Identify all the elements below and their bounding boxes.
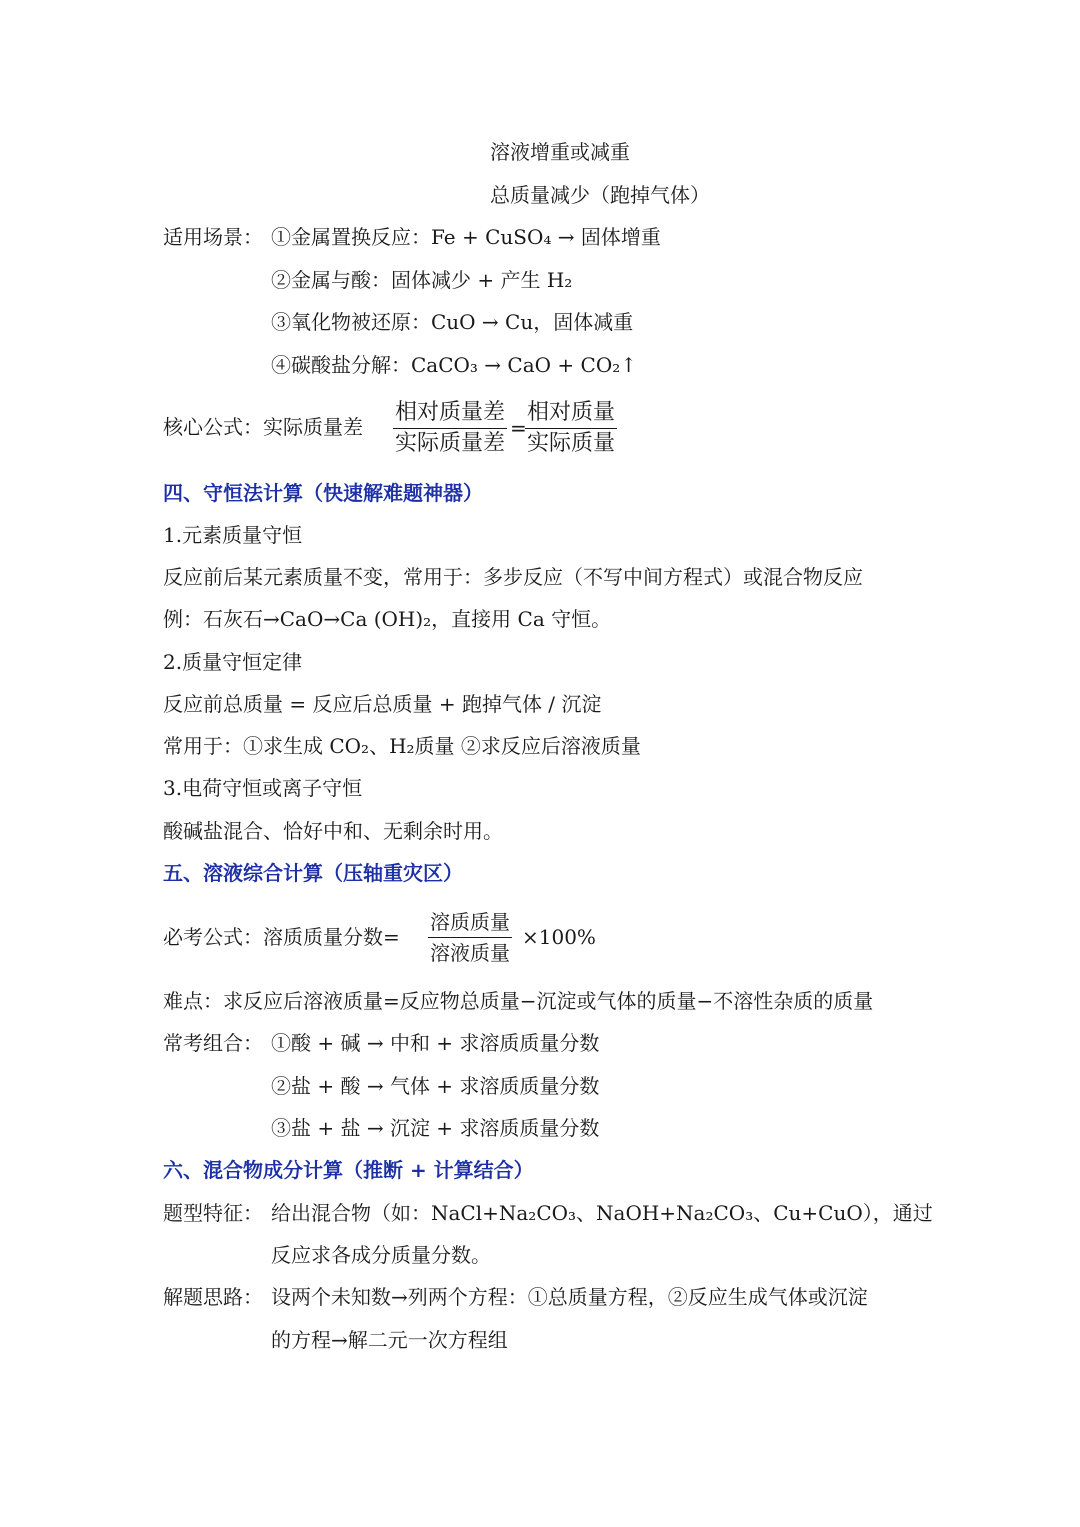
section-4-heading: 四、守恒法计算（快速解难题神器） (163, 481, 483, 505)
section-5-heading: 五、溶液综合计算（压轴重灾区） (163, 861, 463, 885)
approach-line-1: 设两个未知数→列两个方程：①总质量方程，②反应生成气体或沉淀 (271, 1285, 868, 1309)
section-4-paragraph-5: 酸碱盐混合、恰好中和、无剩余时用。 (163, 819, 503, 843)
fraction-numerator: 溶质质量 (430, 910, 510, 934)
section-4-subheading-3: 3.电荷守恒或离子守恒 (163, 776, 363, 800)
section-5-difficulty: 难点：求反应后溶液质量=反应物总质量−沉淀或气体的质量−不溶性杂质的质量 (163, 989, 874, 1013)
approach-line-2: 的方程→解二元一次方程组 (271, 1328, 508, 1352)
top-line-2: 总质量减少（跑掉气体） (490, 183, 710, 207)
fraction-denominator: 实际质量 (527, 431, 616, 456)
fraction-numerator: 相对质量差 (395, 400, 506, 425)
approach-label: 解题思路： (163, 1285, 263, 1309)
scenario-item-1: ①金属置换反应：Fe + CuSO₄ → 固体增重 (271, 225, 661, 249)
top-line-1: 溶液增重或减重 (490, 140, 630, 164)
core-formula-fraction-1 (393, 398, 507, 459)
combo-item-2: ②盐 + 酸 → 气体 + 求溶质质量分数 (271, 1074, 600, 1098)
section-4-paragraph-4: 常用于：①求生成 CO₂、H₂质量 ②求反应后溶液质量 (163, 734, 641, 758)
section-4-paragraph-1: 反应前后某元素质量不变，常用于：多步反应（不写中间方程式）或混合物反应 (163, 565, 863, 589)
combo-item-3: ③盐 + 盐 → 沉淀 + 求溶质质量分数 (271, 1116, 600, 1140)
section-4-subheading-2: 2.质量守恒定律 (163, 650, 303, 674)
scenario-item-4: ④碳酸盐分解：CaCO₃ → CaO + CO₂↑ (271, 353, 637, 377)
formula-multiplier: ×100% (522, 925, 596, 949)
scenario-label: 适用场景： (163, 225, 263, 249)
equals-sign: = (510, 416, 527, 440)
fraction-numerator: 相对质量 (527, 400, 616, 425)
scenario-item-3: ③氧化物被还原：CuO → Cu，固体减重 (271, 310, 634, 334)
feature-label: 题型特征： (163, 1201, 263, 1225)
section-4-subheading-1: 1.元素质量守恒 (163, 523, 303, 547)
fraction-denominator: 实际质量差 (395, 431, 506, 456)
core-formula-fraction-2 (525, 398, 617, 459)
feature-line-2: 反应求各成分质量分数。 (271, 1243, 491, 1267)
scenario-item-2: ②金属与酸：固体减少 + 产生 H₂ (271, 268, 573, 292)
section-5-formula-label: 必考公式：溶质质量分数= (163, 925, 400, 949)
section-4-paragraph-2: 例：石灰石→CaO→Ca (OH)₂，直接用 Ca 守恒。 (163, 607, 612, 631)
core-formula-label: 核心公式：实际质量差 (163, 415, 363, 439)
fraction-denominator: 溶液质量 (430, 941, 510, 965)
feature-line-1: 给出混合物（如：NaCl+Na₂CO₃、NaOH+Na₂CO₃、Cu+CuO），通过 (271, 1201, 933, 1225)
combo-item-1: ①酸 + 碱 → 中和 + 求溶质质量分数 (271, 1031, 600, 1055)
section-6-heading: 六、混合物成分计算（推断 + 计算结合） (163, 1158, 534, 1182)
section-4-paragraph-3: 反应前总质量 = 反应后总质量 + 跑掉气体 / 沉淀 (163, 692, 602, 716)
combo-label: 常考组合： (163, 1031, 263, 1055)
mass-fraction-formula (428, 907, 512, 968)
